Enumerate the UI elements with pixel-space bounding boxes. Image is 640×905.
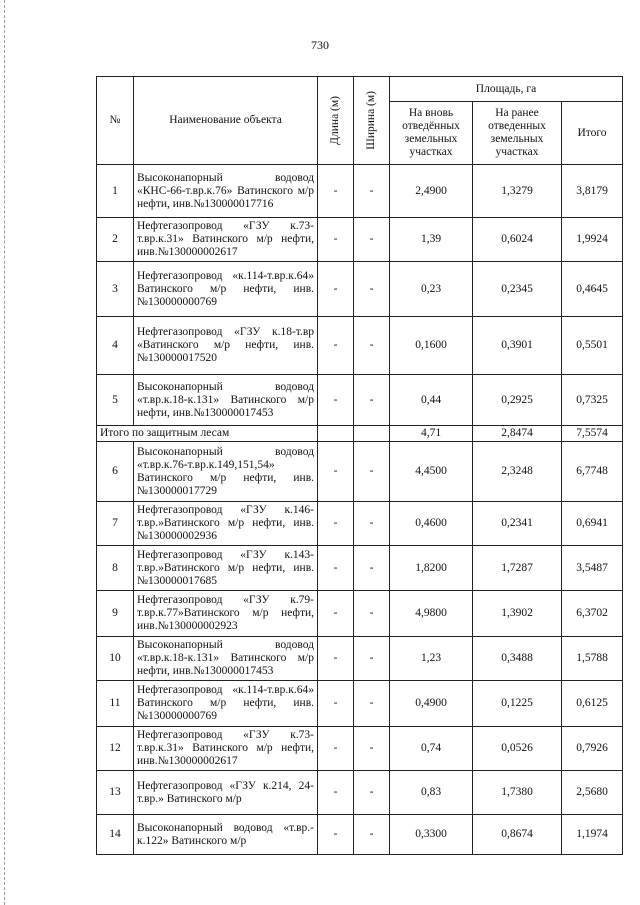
- row-number: 14: [97, 815, 134, 855]
- area-prev-value: 1,3902: [473, 591, 562, 637]
- row-number: 7: [97, 502, 134, 546]
- object-name: Нефтегазопровод «ГЗУ к.214, 24-т.вр.» Ватинского м/р: [134, 771, 318, 815]
- area-total-value: 0,5501: [562, 317, 623, 375]
- area-prev-value: 0,0526: [473, 727, 562, 771]
- land-area-table: [96, 76, 623, 855]
- row-number: 11: [97, 681, 134, 727]
- width-value: -: [354, 771, 390, 815]
- header-length-text: Длина (м): [329, 96, 341, 145]
- length-value: -: [318, 815, 354, 855]
- header-name: Наименование объекта: [134, 77, 318, 165]
- length-value: -: [318, 442, 354, 502]
- row-number: 10: [97, 637, 134, 681]
- area-total-value: 6,3702: [562, 591, 623, 637]
- area-total-value: 3,8179: [562, 165, 623, 218]
- header-width: [354, 77, 390, 165]
- table-row: [97, 375, 623, 426]
- length-value: -: [318, 637, 354, 681]
- object-name: Нефтегазопровод «к.114-т.вр.к.64» Ватинского м/р нефти, инв.№130000000769: [134, 681, 318, 727]
- length-value: -: [318, 591, 354, 637]
- header-num: №: [97, 77, 134, 165]
- length-value: -: [318, 546, 354, 591]
- table-row: [97, 218, 623, 262]
- table-row: [97, 727, 623, 771]
- area-new-value: 2,4900: [390, 165, 473, 218]
- header-total: Итого: [562, 102, 623, 165]
- width-value: -: [354, 637, 390, 681]
- total-length: [318, 426, 354, 442]
- total-prev: 2,8474: [473, 426, 562, 442]
- row-number: 9: [97, 591, 134, 637]
- width-value: -: [354, 727, 390, 771]
- total-row: [97, 426, 623, 442]
- row-number: 3: [97, 262, 134, 317]
- width-value: -: [354, 681, 390, 727]
- area-total-value: 1,5788: [562, 637, 623, 681]
- area-total-value: 6,7748: [562, 442, 623, 502]
- area-new-value: 0,44: [390, 375, 473, 426]
- length-value: -: [318, 218, 354, 262]
- total-label: Итого по защитным лесам: [97, 426, 318, 442]
- table-row: [97, 502, 623, 546]
- header-prev-plots: На ранее отведенных земельных участках: [473, 102, 562, 165]
- area-prev-value: 0,2345: [473, 262, 562, 317]
- total-width: [354, 426, 390, 442]
- table-row: [97, 546, 623, 591]
- area-prev-value: 0,8674: [473, 815, 562, 855]
- scan-edge-rule: [4, 0, 5, 905]
- total-group: [97, 426, 623, 442]
- area-total-value: 1,9924: [562, 218, 623, 262]
- total-new: 4,71: [390, 426, 473, 442]
- table-row: [97, 637, 623, 681]
- width-value: -: [354, 262, 390, 317]
- rows-group-b: [97, 442, 623, 855]
- area-prev-value: 1,3279: [473, 165, 562, 218]
- object-name: Нефтегазопровод «ГЗУ к.73-т.вр.к.31» Ватинского м/р нефти, инв.№130000002617: [134, 727, 318, 771]
- width-value: -: [354, 375, 390, 426]
- width-value: -: [354, 591, 390, 637]
- length-value: -: [318, 375, 354, 426]
- table-row: [97, 681, 623, 727]
- area-new-value: 0,3300: [390, 815, 473, 855]
- table-row: [97, 442, 623, 502]
- area-new-value: 0,74: [390, 727, 473, 771]
- length-value: -: [318, 262, 354, 317]
- table-row: [97, 771, 623, 815]
- row-number: 5: [97, 375, 134, 426]
- object-name: Нефтегазопровод «ГЗУ к.18-т.вр «Ватинского м/р нефти, инв.№130000017520: [134, 317, 318, 375]
- area-new-value: 0,4600: [390, 502, 473, 546]
- object-name: Нефтегазопровод «ГЗУ к.146-т.вр.»Ватинского м/р нефти, инв.№130000002936: [134, 502, 318, 546]
- object-name: Нефтегазопровод «ГЗУ к.79-т.вр.к.77»Ватинского м/р нефти, инв.№130000002923: [134, 591, 318, 637]
- object-name: Нефтегазопровод «к.114-т.вр.к.64» Ватинского м/р нефти, инв.№130000000769: [134, 262, 318, 317]
- row-number: 2: [97, 218, 134, 262]
- row-number: 12: [97, 727, 134, 771]
- object-name: Нефтегазопровод «ГЗУ к.143-т.вр.»Ватинского м/р нефти, инв.№130000017685: [134, 546, 318, 591]
- row-number: 4: [97, 317, 134, 375]
- length-value: -: [318, 502, 354, 546]
- table-row: [97, 591, 623, 637]
- length-value: -: [318, 727, 354, 771]
- row-number: 1: [97, 165, 134, 218]
- area-new-value: 0,4900: [390, 681, 473, 727]
- area-new-value: 0,1600: [390, 317, 473, 375]
- header-width-text: Ширина (м): [365, 91, 377, 150]
- area-prev-value: 2,3248: [473, 442, 562, 502]
- length-value: -: [318, 165, 354, 218]
- area-prev-value: 0,2341: [473, 502, 562, 546]
- header-row-top: [97, 77, 623, 102]
- area-total-value: 3,5487: [562, 546, 623, 591]
- table-row: [97, 165, 623, 218]
- header-length: [318, 77, 354, 165]
- page-number: 730: [311, 38, 329, 52]
- width-value: -: [354, 165, 390, 218]
- area-total-value: 2,5680: [562, 771, 623, 815]
- width-value: -: [354, 317, 390, 375]
- row-number: 6: [97, 442, 134, 502]
- object-name: Высоконапорный водовод «т.вр.к.18-к.131» Ватинского м/р нефти, инв.№130000017453: [134, 375, 318, 426]
- width-value: -: [354, 502, 390, 546]
- header-area: Площадь, га: [390, 77, 623, 102]
- total-sum: 7,5574: [562, 426, 623, 442]
- header-new-plots: На вновь отведённых земельных участках: [390, 102, 473, 165]
- width-value: -: [354, 546, 390, 591]
- table-row: [97, 815, 623, 855]
- width-value: -: [354, 218, 390, 262]
- area-prev-value: 1,7380: [473, 771, 562, 815]
- area-prev-value: 0,2925: [473, 375, 562, 426]
- table-row: [97, 262, 623, 317]
- area-new-value: 0,83: [390, 771, 473, 815]
- area-prev-value: 0,3488: [473, 637, 562, 681]
- area-new-value: 1,39: [390, 218, 473, 262]
- length-value: -: [318, 771, 354, 815]
- area-total-value: 0,4645: [562, 262, 623, 317]
- area-total-value: 0,6125: [562, 681, 623, 727]
- area-prev-value: 0,3901: [473, 317, 562, 375]
- object-name: Высоконапорный водовод «КНС-66-т.вр.к.76» Ватинского м/р нефти, инв.№130000017716: [134, 165, 318, 218]
- area-new-value: 0,23: [390, 262, 473, 317]
- object-name: Высоконапорный водовод «т.вр.-к.122» Ватинского м/р: [134, 815, 318, 855]
- width-value: -: [354, 815, 390, 855]
- length-value: -: [318, 317, 354, 375]
- area-new-value: 1,8200: [390, 546, 473, 591]
- area-total-value: 0,6941: [562, 502, 623, 546]
- area-new-value: 1,23: [390, 637, 473, 681]
- length-value: -: [318, 681, 354, 727]
- area-prev-value: 1,7287: [473, 546, 562, 591]
- area-prev-value: 0,1225: [473, 681, 562, 727]
- area-total-value: 0,7325: [562, 375, 623, 426]
- object-name: Высоконапорный водовод «т.вр.к.18-к.131» Ватинского м/р нефти, инв.№130000017453: [134, 637, 318, 681]
- area-prev-value: 0,6024: [473, 218, 562, 262]
- rows-group-a: [97, 165, 623, 426]
- object-name: Высоконапорный водовод «т.вр.к.76-т.вр.к.149,151,54» Ватинского м/р нефти, инв.№130000017729: [134, 442, 318, 502]
- table-row: [97, 317, 623, 375]
- area-new-value: 4,9800: [390, 591, 473, 637]
- width-value: -: [354, 442, 390, 502]
- row-number: 13: [97, 771, 134, 815]
- object-name: Нефтегазопровод «ГЗУ к.73-т.вр.к.31» Ватинского м/р нефти, инв.№130000002617: [134, 218, 318, 262]
- area-new-value: 4,4500: [390, 442, 473, 502]
- row-number: 8: [97, 546, 134, 591]
- area-total-value: 0,7926: [562, 727, 623, 771]
- area-total-value: 1,1974: [562, 815, 623, 855]
